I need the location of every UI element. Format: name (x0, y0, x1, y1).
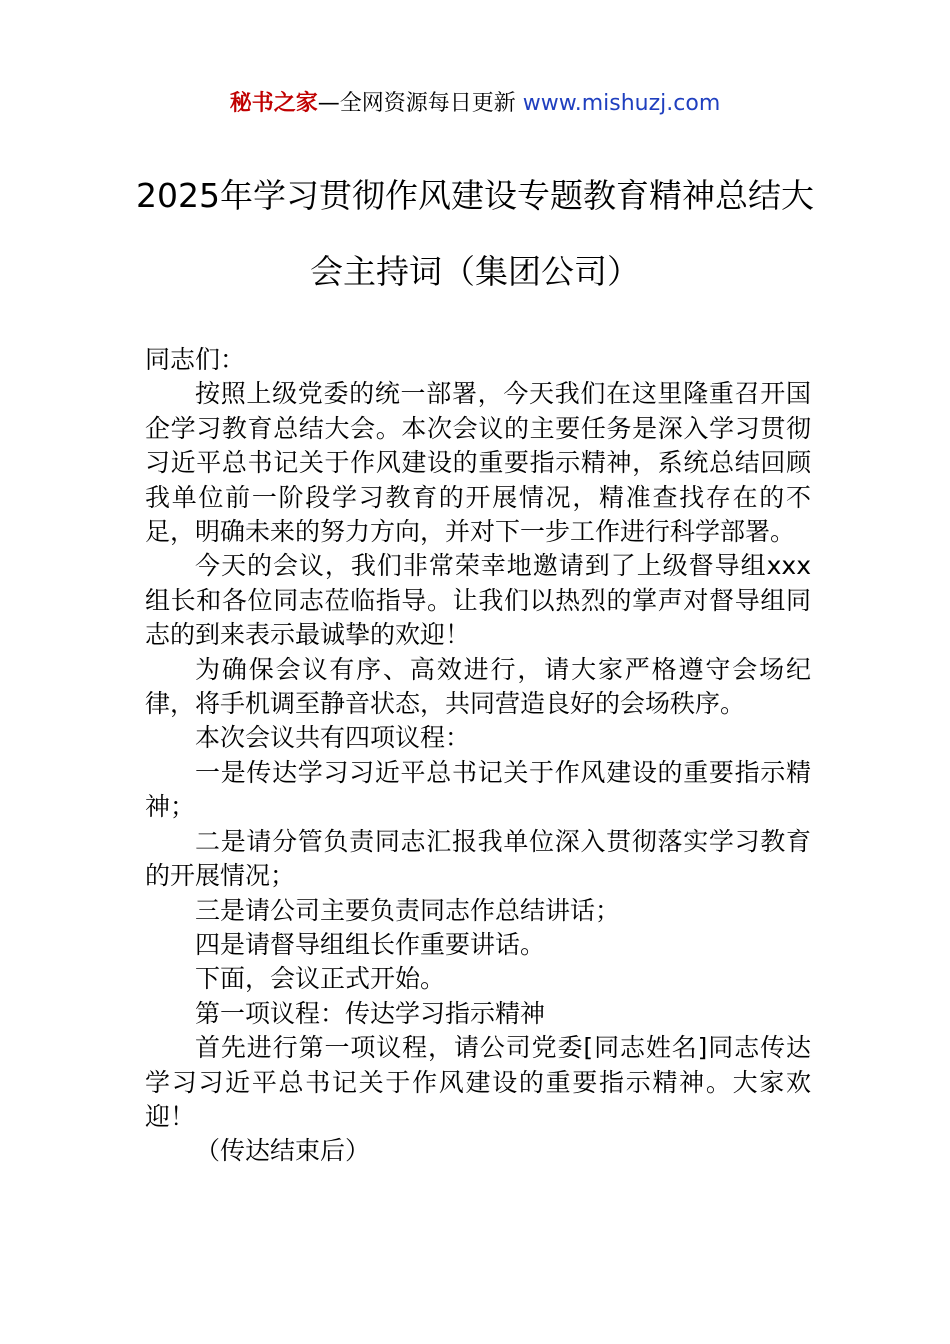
salutation: 同志们： (145, 345, 246, 374)
paragraph-meeting-start: 下面，会议正式开始。 (195, 964, 446, 994)
paragraph-intro: 按照上级党委的统一部署，今天我们在这里隆重召开国企学习教育总结大会。本次会议的主要任务是深入学习贯彻习近平总书记关于作风建设的重要指示精神，系统总结回顾我单位前一阶段学习教育的开展情况，精准查找存在的不足，明确未来的努力方向，并对下一步工作进行科学部署。 (145, 379, 811, 547)
paragraph-agenda-heading: 本次会议共有四项议程： (195, 723, 471, 753)
agenda-item-1: 一是传达学习习近平总书记关于作风建设的重要指示精神； (145, 757, 811, 822)
site-tagline: —全网资源每日更新 (317, 91, 523, 116)
site-url-link[interactable]: www.mishuzj.com (522, 91, 721, 116)
document-title: 2025年学习贯彻作风建设专题教育精神总结大会主持词（集团公司） (136, 176, 814, 291)
paragraph-after-relay: （传达结束后） (195, 1136, 371, 1166)
site-brand: 秘书之家 (229, 91, 318, 116)
paragraph-discipline: 为确保会议有序、高效进行，请大家严格遵守会场纪律，将手机调至静音状态，共同营造良好的会场秩序。 (145, 654, 811, 719)
site-header (0, 88, 950, 120)
document-body (145, 343, 811, 1169)
agenda-item-4: 四是请督导组组长作重要讲话。 (195, 929, 546, 959)
section-heading-agenda-1: 第一项议程：传达学习指示精神 (195, 998, 546, 1028)
paragraph-agenda-1-intro: 首先进行第一项议程，请公司党委[同志姓名]同志传达学习习近平总书记关于作风建设的重要指示精神。大家欢迎！ (145, 1033, 811, 1131)
agenda-item-2: 二是请分管负责同志汇报我单位深入贯彻落实学习教育的开展情况； (145, 826, 811, 891)
paragraph-welcome: 今天的会议，我们非常荣幸地邀请到了上级督导组xxx组长和各位同志莅临指导。让我们以热烈的掌声对督导组同志的到来表示最诚挚的欢迎！ (145, 551, 811, 650)
agenda-item-3: 三是请公司主要负责同志作总结讲话； (195, 895, 621, 925)
